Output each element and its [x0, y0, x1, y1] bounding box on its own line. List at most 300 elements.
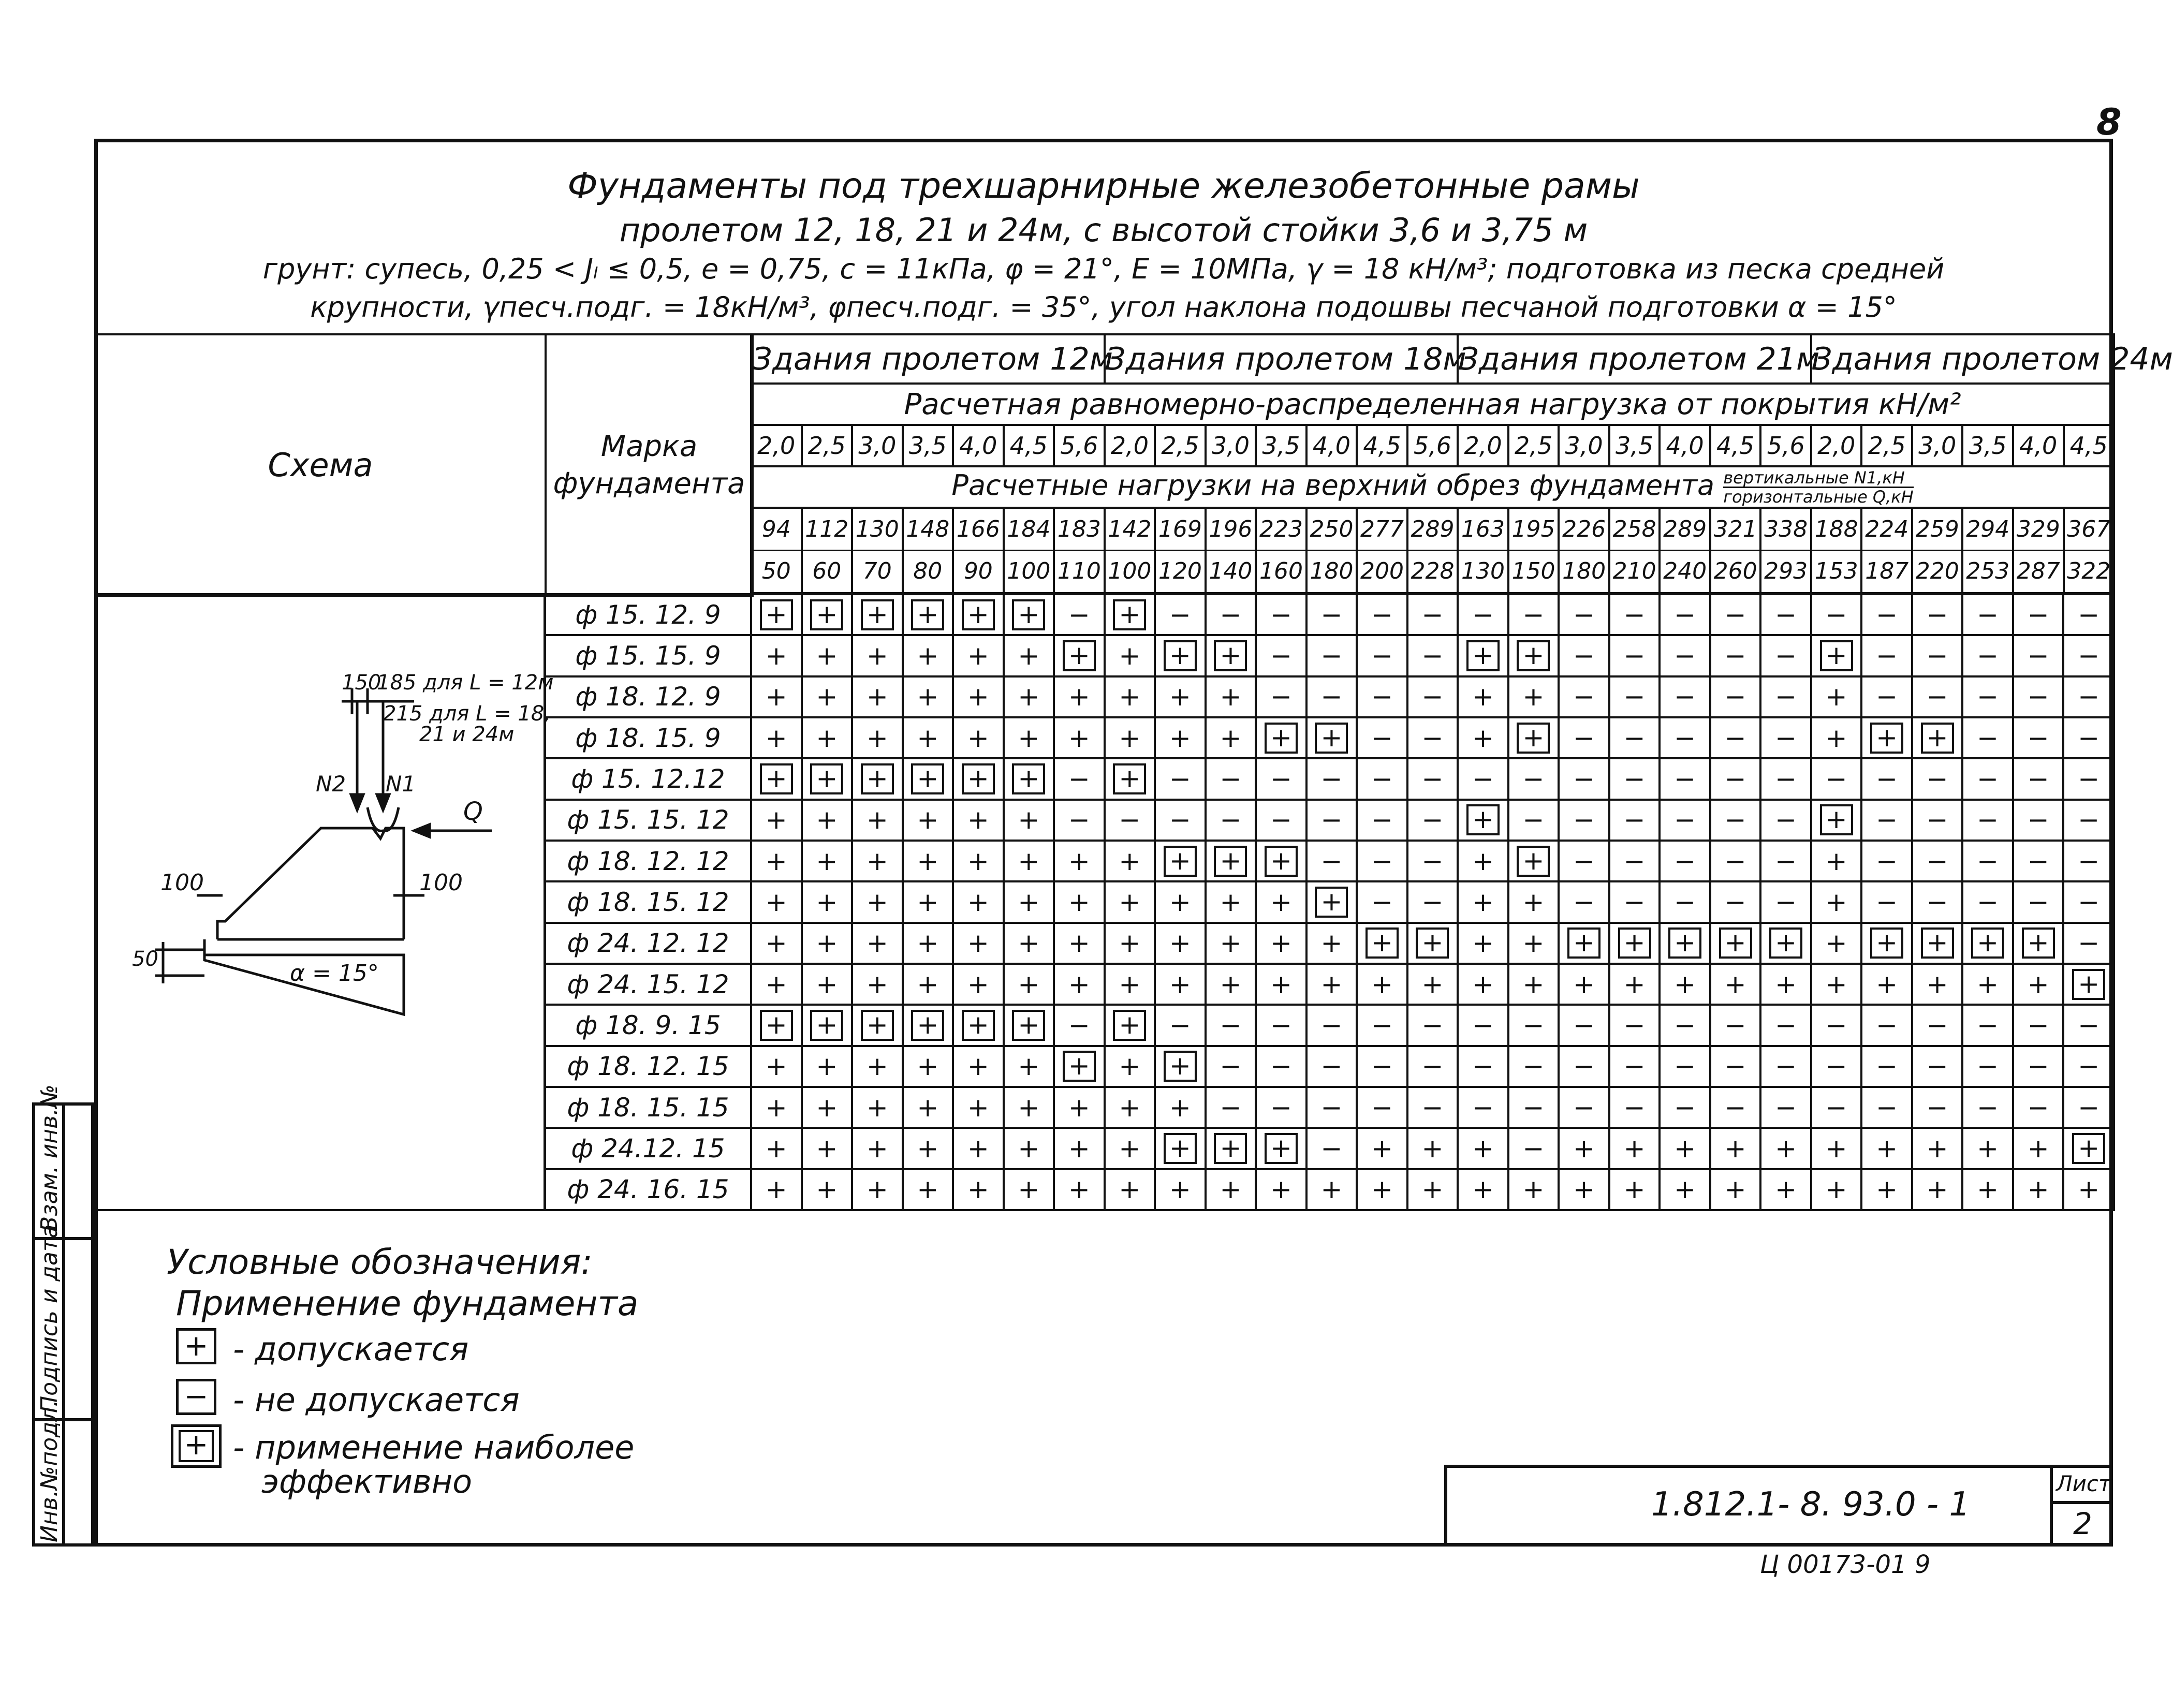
applicability-cell: +: [953, 923, 1004, 964]
applicability-cell: +: [751, 676, 802, 717]
applicability-cell: +: [1710, 1169, 1761, 1210]
applicability-cell: +: [1811, 676, 1862, 717]
applicability-cell: −: [1861, 1087, 1912, 1128]
applicability-cell: +: [1256, 1128, 1306, 1169]
force-values: 166 90: [953, 508, 1004, 593]
applicability-cell: +: [802, 676, 853, 717]
load-value: 3,5: [1256, 425, 1306, 466]
title-line-1: Фундаменты под трехшарнирные железобетонные рамы: [567, 166, 1640, 207]
applicability-cell: +: [1054, 1087, 1105, 1128]
applicability-cell: +: [1105, 676, 1155, 717]
applicability-cell: +: [1357, 964, 1407, 1005]
applicability-cell: +: [1054, 676, 1105, 717]
applicability-cell: +: [953, 594, 1004, 635]
dim-185: 185 для L = 12м: [377, 671, 554, 695]
applicability-cell: −: [1660, 635, 1710, 676]
applicability-cell: −: [1306, 1128, 1357, 1169]
applicability-cell: −: [1357, 758, 1407, 799]
load-value: 3,0: [1912, 425, 1963, 466]
legend-effective-text-1: - применение наиболее: [233, 1429, 635, 1466]
span-header-3: Здания пролетом 24м: [1811, 334, 2114, 384]
applicability-cell: +: [802, 635, 853, 676]
title-line-4: крупности, γпесч.подг. = 18кН/м³, φпесч.подг. = 35°, угол наклона подошвы песчаной подготовки α = 15°: [310, 291, 1897, 323]
applicability-cell: +: [903, 881, 953, 922]
applicability-cell: −: [1155, 800, 1206, 841]
applicability-cell: +: [1155, 1169, 1206, 1210]
applicability-cell: −: [1458, 1005, 1508, 1046]
load-value: 4,5: [1710, 425, 1761, 466]
applicability-cell: +: [852, 1005, 903, 1046]
applicability-cell: +: [1105, 1169, 1155, 1210]
load-value: 2,0: [751, 425, 802, 466]
applicability-cell: −: [1760, 758, 1811, 799]
dim-150: 150: [342, 671, 381, 695]
applicability-cell: +: [1054, 717, 1105, 758]
table-row: [545, 923, 2114, 964]
applicability-cell: −: [1306, 841, 1357, 881]
force-values: 289 228: [1407, 508, 1458, 593]
applicability-cell: −: [1760, 800, 1811, 841]
applicability-cell: −: [1660, 758, 1710, 799]
applicability-cell: −: [1559, 841, 1609, 881]
load-value: 3,5: [1962, 425, 2013, 466]
legend-plus-box: +: [176, 1328, 216, 1364]
applicability-cell: +: [1004, 964, 1054, 1005]
applicability-cell: −: [1710, 881, 1761, 922]
load-value: 3,0: [1559, 425, 1609, 466]
table-row: [545, 635, 2114, 676]
applicability-cell: +: [953, 1169, 1004, 1210]
load-value: 5,6: [1407, 425, 1458, 466]
force-values: 148 80: [903, 508, 953, 593]
load-value: 4,5: [1357, 425, 1407, 466]
applicability-cell: −: [1861, 1005, 1912, 1046]
applicability-cell: −: [1760, 594, 1811, 635]
table-row: [545, 841, 2114, 881]
applicability-cell: −: [2013, 841, 2064, 881]
applicability-cell: −: [1306, 676, 1357, 717]
applicability-cell: −: [1962, 1087, 2013, 1128]
applicability-cell: +: [1004, 1005, 1054, 1046]
applicability-cell: −: [1508, 594, 1559, 635]
applicability-cell: −: [1912, 800, 1963, 841]
applicability-cell: −: [1256, 800, 1306, 841]
applicability-cell: +: [1660, 923, 1710, 964]
applicability-cell: +: [903, 800, 953, 841]
applicability-cell: +: [751, 800, 802, 841]
applicability-cell: +: [1458, 1128, 1508, 1169]
applicability-cell: −: [1912, 841, 1963, 881]
load-q-label: Q: [463, 797, 483, 826]
load-value: 4,5: [1004, 425, 1054, 466]
applicability-cell: −: [1458, 1087, 1508, 1128]
load-n1-label: N1: [386, 771, 416, 797]
applicability-cell: −: [1811, 594, 1862, 635]
force-values: 183 110: [1054, 508, 1105, 593]
applicability-cell: −: [1306, 800, 1357, 841]
legend-plus-text: - допускается: [233, 1330, 469, 1368]
applicability-cell: −: [1710, 717, 1761, 758]
applicability-cell: +: [802, 594, 853, 635]
applicability-cell: +: [1004, 923, 1054, 964]
applicability-cell: +: [1458, 964, 1508, 1005]
dim-215: 215 для L = 18,: [383, 702, 551, 726]
applicability-cell: −: [1760, 881, 1811, 922]
applicability-cell: +: [953, 800, 1004, 841]
applicability-cell: +: [903, 1005, 953, 1046]
applicability-cell: −: [1962, 635, 2013, 676]
side-label-sign: Подпись и дата: [36, 1224, 63, 1413]
applicability-cell: −: [1306, 1087, 1357, 1128]
applicability-cell: +: [852, 1087, 903, 1128]
applicability-cell: +: [1760, 923, 1811, 964]
foundation-mark: ф 18. 12. 12: [545, 841, 751, 881]
applicability-cell: +: [751, 841, 802, 881]
applicability-cell: +: [903, 676, 953, 717]
applicability-cell: +: [953, 758, 1004, 799]
applicability-cell: −: [1811, 1087, 1862, 1128]
applicability-cell: −: [1861, 676, 1912, 717]
applicability-cell: +: [1206, 635, 1256, 676]
applicability-cell: −: [1660, 800, 1710, 841]
applicability-cell: +: [802, 717, 853, 758]
applicability-cell: −: [1306, 594, 1357, 635]
applicability-cell: +: [1155, 1128, 1206, 1169]
applicability-cell: −: [1155, 594, 1206, 635]
applicability-cell: +: [852, 1128, 903, 1169]
force-values: 184 100: [1004, 508, 1054, 593]
load-value: 4,0: [1660, 425, 1710, 466]
applicability-cell: +: [1912, 964, 1963, 1005]
applicability-cell: +: [1155, 881, 1206, 922]
applicability-cell: +: [1407, 1128, 1458, 1169]
applicability-cell: −: [1407, 594, 1458, 635]
applicability-cell: +: [1760, 1128, 1811, 1169]
applicability-cell: −: [2063, 800, 2114, 841]
load-value: 2,5: [802, 425, 853, 466]
applicability-cell: +: [1054, 841, 1105, 881]
applicability-cell: −: [1660, 881, 1710, 922]
applicability-cell: +: [751, 964, 802, 1005]
applicability-cell: −: [2013, 758, 2064, 799]
applicability-cell: −: [1508, 800, 1559, 841]
applicability-cell: +: [1004, 1046, 1054, 1087]
applicability-cell: +: [1105, 1087, 1155, 1128]
applicability-cell: −: [1609, 758, 1660, 799]
applicability-cell: +: [1458, 635, 1508, 676]
applicability-cell: +: [1559, 923, 1609, 964]
applicability-cell: −: [1861, 594, 1912, 635]
applicability-cell: +: [802, 1169, 853, 1210]
applicability-cell: +: [1206, 1169, 1256, 1210]
applicability-cell: −: [1861, 881, 1912, 922]
load-value: 4,0: [953, 425, 1004, 466]
applicability-cell: +: [903, 635, 953, 676]
applicability-cell: +: [751, 594, 802, 635]
foundation-mark: ф 18. 15. 9: [545, 717, 751, 758]
applicability-cell: −: [2063, 717, 2114, 758]
applicability-cell: +: [1306, 1169, 1357, 1210]
force-values: 223 160: [1256, 508, 1306, 593]
foundation-mark: ф 18. 12. 15: [545, 1046, 751, 1087]
applicability-cell: +: [953, 1087, 1004, 1128]
dim-100-left: 100: [160, 870, 204, 896]
applicability-cell: +: [1811, 841, 1862, 881]
applicability-cell: −: [1710, 635, 1761, 676]
page-number: 8: [2096, 101, 2122, 143]
applicability-cell: +: [1004, 1087, 1054, 1128]
foundation-mark: ф 24.12. 15: [545, 1128, 751, 1169]
applicability-cell: +: [2013, 923, 2064, 964]
applicability-cell: +: [953, 635, 1004, 676]
applicability-cell: +: [1256, 923, 1306, 964]
applicability-cell: −: [1306, 758, 1357, 799]
applicability-cell: −: [1660, 841, 1710, 881]
applicability-cell: −: [1256, 1005, 1306, 1046]
applicability-cell: +: [852, 800, 903, 841]
applicability-cell: −: [1710, 1046, 1761, 1087]
table-row: [545, 758, 2114, 799]
legend-subtitle: Применение фундамента: [176, 1284, 639, 1323]
applicability-cell: −: [2013, 881, 2064, 922]
applicability-cell: +: [1861, 923, 1912, 964]
table-row: [545, 676, 2114, 717]
applicability-cell: +: [953, 1046, 1004, 1087]
applicability-cell: +: [1912, 1169, 1963, 1210]
foundation-mark: ф 15. 12. 9: [545, 594, 751, 635]
applicability-cell: −: [1357, 1087, 1407, 1128]
applicability-cell: +: [1105, 841, 1155, 881]
table-row: [545, 1128, 2114, 1169]
applicability-cell: +: [2013, 1169, 2064, 1210]
load-header-table: [750, 333, 2173, 594]
applicability-cell: −: [1559, 758, 1609, 799]
applicability-cell: +: [1660, 1128, 1710, 1169]
applicability-cell: +: [1508, 635, 1559, 676]
applicability-cell: +: [1155, 1087, 1206, 1128]
force-values: 294 253: [1962, 508, 2013, 593]
applicability-cell: −: [1760, 841, 1811, 881]
force-values: 112 60: [802, 508, 853, 593]
applicability-cell: +: [903, 594, 953, 635]
applicability-cell: −: [2013, 1046, 2064, 1087]
applicability-cell: +: [1760, 964, 1811, 1005]
applicability-cell: −: [1962, 800, 2013, 841]
applicability-cell: +: [1912, 717, 1963, 758]
force-values: 196 140: [1206, 508, 1256, 593]
applicability-cell: +: [1508, 1169, 1559, 1210]
applicability-cell: −: [1912, 1005, 1963, 1046]
applicability-cell: +: [953, 1128, 1004, 1169]
applicability-cell: −: [1508, 758, 1559, 799]
applicability-cell: −: [1609, 594, 1660, 635]
applicability-cell: +: [852, 841, 903, 881]
applicability-cell: +: [1458, 676, 1508, 717]
applicability-cell: +: [1105, 635, 1155, 676]
applicability-cell: +: [1206, 923, 1256, 964]
force-values: 130 70: [852, 508, 903, 593]
applicability-cell: +: [1559, 1169, 1609, 1210]
applicability-cell: −: [1559, 881, 1609, 922]
applicability-cell: −: [1912, 1046, 1963, 1087]
applicability-cell: −: [1710, 1005, 1761, 1046]
applicability-cell: −: [1660, 1046, 1710, 1087]
angle-label: α = 15°: [290, 960, 379, 986]
applicability-cell: +: [1105, 1046, 1155, 1087]
applicability-cell: −: [1256, 1087, 1306, 1128]
applicability-cell: +: [1811, 1128, 1862, 1169]
legend-effective-box: +: [171, 1424, 222, 1468]
applicability-cell: −: [1760, 1005, 1811, 1046]
applicability-cell: −: [1256, 635, 1306, 676]
applicability-cell: +: [1962, 964, 2013, 1005]
foundation-mark: ф 15. 12.12: [545, 758, 751, 799]
applicability-cell: −: [1609, 800, 1660, 841]
applicability-cell: +: [903, 964, 953, 1005]
dim-100-right: 100: [419, 870, 463, 896]
foundation-mark: ф 24. 12. 12: [545, 923, 751, 964]
applicability-cell: +: [1861, 964, 1912, 1005]
applicability-cell: +: [1256, 717, 1306, 758]
applicability-cell: +: [1559, 964, 1609, 1005]
applicability-cell: +: [802, 1046, 853, 1087]
applicability-cell: +: [1357, 1128, 1407, 1169]
applicability-cell: +: [1206, 881, 1256, 922]
applicability-cell: +: [1105, 717, 1155, 758]
applicability-cell: +: [1609, 964, 1660, 1005]
applicability-cell: +: [751, 1005, 802, 1046]
applicability-cell: +: [852, 964, 903, 1005]
applicability-cell: −: [1206, 594, 1256, 635]
applicability-cell: +: [1256, 841, 1306, 881]
applicability-cell: −: [2013, 1005, 2064, 1046]
applicability-cell: −: [1458, 1046, 1508, 1087]
force-values: 195 150: [1508, 508, 1559, 593]
applicability-cell: +: [1306, 881, 1357, 922]
applicability-cell: −: [1306, 635, 1357, 676]
applicability-cell: +: [903, 841, 953, 881]
force-values: 142 100: [1105, 508, 1155, 593]
applicability-cell: +: [1004, 800, 1054, 841]
applicability-cell: +: [1155, 964, 1206, 1005]
applicability-cell: +: [903, 923, 953, 964]
applicability-cell: −: [1458, 758, 1508, 799]
load-value: 3,5: [1609, 425, 1660, 466]
applicability-cell: −: [1054, 1005, 1105, 1046]
applicability-cell: +: [903, 1169, 953, 1210]
applicability-cell: +: [1458, 800, 1508, 841]
applicability-cell: +: [802, 1128, 853, 1169]
applicability-cell: +: [1710, 964, 1761, 1005]
applicability-cell: −: [1559, 635, 1609, 676]
applicability-cell: −: [2013, 800, 2064, 841]
force-values: 259 220: [1912, 508, 1963, 593]
applicability-cell: +: [1508, 841, 1559, 881]
applicability-cell: +: [802, 1005, 853, 1046]
applicability-cell: −: [1206, 800, 1256, 841]
applicability-cell: −: [1559, 800, 1609, 841]
table-row: [545, 717, 2114, 758]
applicability-cell: −: [1710, 594, 1761, 635]
applicability-cell: +: [1660, 1169, 1710, 1210]
applicability-cell: −: [1861, 841, 1912, 881]
applicability-cell: +: [1054, 1169, 1105, 1210]
mark-column-header: Марка фундамента: [546, 334, 753, 596]
load-header: Расчетная равномерно-распределенная нагрузка от покрытия кН/м²: [751, 384, 2114, 425]
applicability-cell: +: [1912, 923, 1963, 964]
applicability-cell: −: [2063, 1087, 2114, 1128]
applicability-cell: −: [1306, 1046, 1357, 1087]
load-n2-label: N2: [316, 771, 346, 797]
applicability-cell: +: [903, 717, 953, 758]
applicability-cell: −: [1407, 1046, 1458, 1087]
applicability-cell: −: [1559, 1087, 1609, 1128]
applicability-cell: +: [802, 1087, 853, 1128]
applicability-cell: +: [1054, 1128, 1105, 1169]
applicability-cell: +: [1508, 923, 1559, 964]
applicability-cell: +: [953, 841, 1004, 881]
applicability-cell: +: [852, 1046, 903, 1087]
force-values: 321 260: [1710, 508, 1761, 593]
applicability-cell: +: [1861, 1128, 1912, 1169]
applicability-cell: +: [953, 1005, 1004, 1046]
applicability-cell: −: [1407, 800, 1458, 841]
force-values: 329 287: [2013, 508, 2064, 593]
applicability-cell: −: [1962, 594, 2013, 635]
applicability-cell: +: [903, 758, 953, 799]
applicability-cell: +: [1710, 923, 1761, 964]
applicability-cell: +: [1962, 1128, 2013, 1169]
applicability-cell: +: [751, 758, 802, 799]
applicability-cell: +: [751, 635, 802, 676]
applicability-cell: +: [1811, 1169, 1862, 1210]
load-value: 5,6: [1054, 425, 1105, 466]
title-line-3: грунт: супесь, 0,25 < Jₗ ≤ 0,5, e = 0,75, c = 11кПа, φ = 21°, E = 10МПа, γ = 18 кН/м³; подготовка из песка средней: [262, 253, 1945, 285]
applicability-cell: −: [1407, 1005, 1458, 1046]
applicability-cell: +: [852, 676, 903, 717]
applicability-cell: −: [1660, 594, 1710, 635]
applicability-cell: −: [1206, 758, 1256, 799]
applicability-cell: +: [802, 881, 853, 922]
table-row: [545, 1169, 2114, 1210]
applicability-cell: +: [2063, 1169, 2114, 1210]
applicability-cell: +: [1811, 717, 1862, 758]
applicability-cell: +: [1256, 964, 1306, 1005]
table-row: [545, 1005, 2114, 1046]
applicability-cell: −: [2063, 635, 2114, 676]
span-header-1: Здания пролетом 18м: [1105, 334, 1458, 384]
applicability-cell: −: [1710, 1087, 1761, 1128]
stamp-sheet-label: Лист: [2056, 1471, 2111, 1496]
legend-minus-box: −: [176, 1379, 216, 1415]
applicability-cell: −: [1760, 1087, 1811, 1128]
applicability-cell: −: [1811, 1005, 1862, 1046]
applicability-cell: +: [802, 758, 853, 799]
applicability-cell: −: [1559, 594, 1609, 635]
table-row: [545, 964, 2114, 1005]
applicability-cell: +: [751, 717, 802, 758]
applicability-cell: −: [1861, 758, 1912, 799]
applicability-cell: −: [1811, 758, 1862, 799]
applicability-cell: +: [751, 1046, 802, 1087]
applicability-cell: −: [1508, 1005, 1559, 1046]
applicability-cell: −: [1508, 1046, 1559, 1087]
applicability-cell: +: [1962, 1169, 2013, 1210]
applicability-cell: +: [1760, 1169, 1811, 1210]
applicability-cell: +: [1155, 1046, 1206, 1087]
applicability-cell: +: [1357, 923, 1407, 964]
applicability-cell: +: [1054, 881, 1105, 922]
